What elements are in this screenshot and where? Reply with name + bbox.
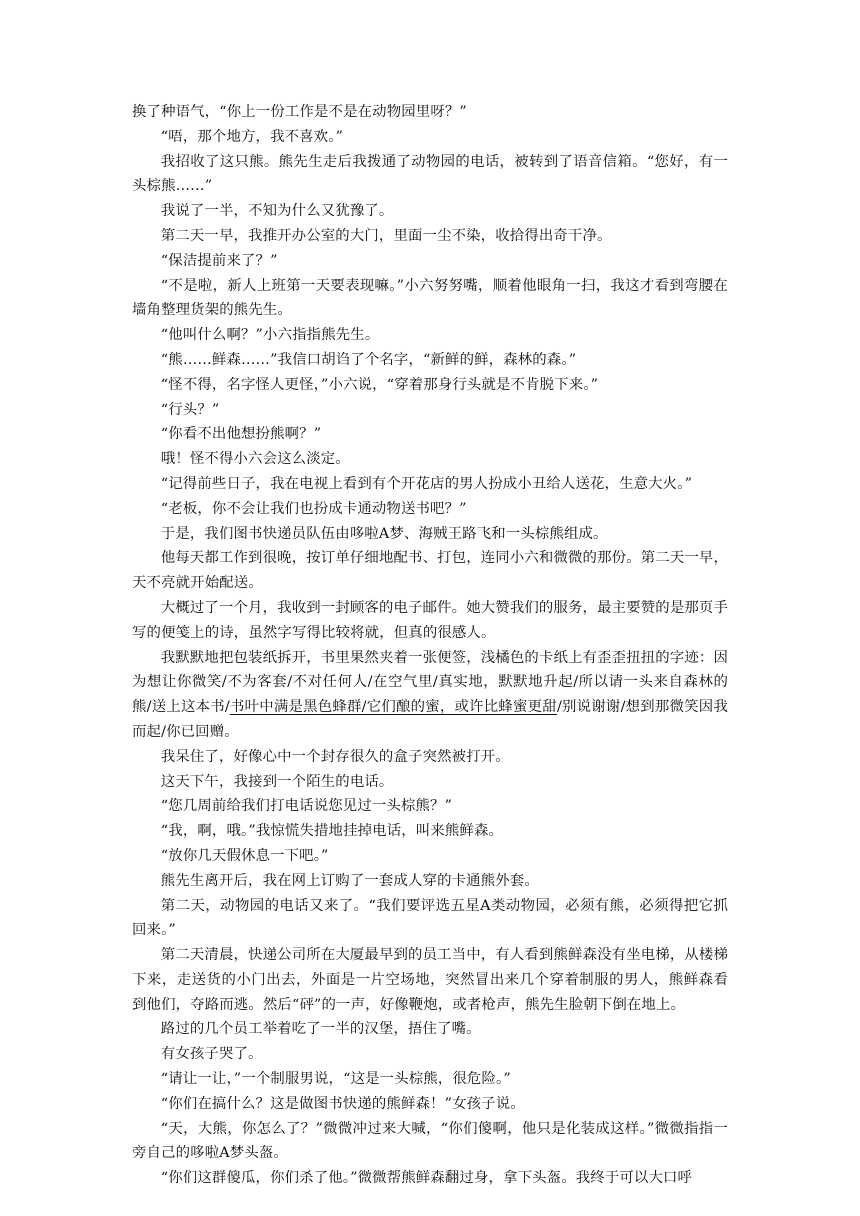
paragraph: 路过的几个员工举着吃了一半的汉堡，捂住了嘴。 — [160, 1021, 481, 1038]
paragraph: 哦！怪不得小六会这么淡定。 — [160, 451, 350, 468]
paragraph: 第二天，动物园的电话又来了。“我们要评选五星A类动物园，必须有熊，必须得把它抓回来。” — [132, 897, 728, 939]
paragraph: “老板，你不会让我们也扮成卡通动物送书吧？” — [160, 500, 467, 517]
paragraph: 我呆住了，好像心中一个封存很久的盒子突然被打开。 — [160, 748, 510, 765]
paragraph: 换了种语气，“你上一份工作是不是在动物园里呀？” — [132, 104, 467, 120]
paragraph: “记得前些日子，我在电视上看到有个开花店的男人扮成小丑给人送花，生意大火。” — [160, 475, 693, 492]
paragraph: “唔，那个地方，我不喜欢。” — [160, 128, 344, 145]
paragraph: “保洁提前来了？” — [160, 252, 278, 269]
paragraph: 我招收了这只熊。熊先生走后我拨通了动物园的电话，被转到了语音信箱。“您好，有一头棕熊……” — [132, 153, 728, 195]
underlined-text: 书叶中满是黑色蜂群/它们酿的蜜，或许比蜂蜜更甜 — [229, 699, 557, 716]
paragraph: 这天下午，我接到一个陌生的电话。 — [160, 773, 394, 790]
paragraph: “放你几天假休息一下吧。” — [160, 847, 329, 864]
paragraph: “行头？” — [160, 401, 220, 418]
paragraph: 他每天都工作到很晚，按订单仔细地配书、打包，连同小六和微微的那份。第二天一早，天不亮就开始配送。 — [132, 550, 728, 592]
story-text — [132, 100, 728, 1191]
paragraph: 有女孩子哭了。 — [160, 1046, 263, 1063]
paragraph: 第二天一早，我推开办公室的大门，里面一尘不染，收拾得出奇干净。 — [160, 227, 612, 244]
paragraph: 熊先生离开后，我在网上订购了一套成人穿的卡通熊外套。 — [160, 872, 539, 889]
paragraph: “你们在搞什么？这是做图书快递的熊鲜森！”女孩子说。 — [160, 1095, 525, 1112]
paragraph: 第二天清晨，快递公司所在大厦最早到的员工当中，有人看到熊鲜森没有坐电梯，从楼梯下来，走送货的小门出去，外面是一片空场地，突然冒出来几个穿着制服的男人，熊鲜森看到他们，夺路而逃。然后“砰”的一声，好像鞭炮，或者枪声，熊先生脸朝下倒在地上。 — [132, 947, 728, 1013]
paragraph: “请让一让，”一个制服男说，“这是一头棕熊，很危险。” — [160, 1071, 511, 1088]
paragraph-text: /别说谢谢/想到那微笑因我而起/你已回赠。 — [132, 699, 728, 740]
paragraph-text: 我默默地把包装纸拆开，书里果然夹着一张便签，浅橘色的卡纸上有歪歪扭扭的字迹：因为想让你微笑/不为客套/不对任何人/在空气里/真实地，默默地升起/所以请一头来自森林的熊/送上这本书/ — [132, 649, 728, 716]
paragraph: “天，大熊，你怎么了？”微微冲过来大喊，“你们傻啊，他只是化装成这样。”微微指指一旁自己的哆啦A梦头盔。 — [132, 1120, 728, 1162]
paragraph: 我说了一半，不知为什么又犹豫了。 — [160, 203, 394, 220]
paragraph: “熊……鲜森……”我信口胡诌了个名字，“新鲜的鲜，森林的森。” — [160, 351, 577, 368]
paragraph: “不是啦，新人上班第一天要表现嘛。”小六努努嘴，顺着他眼角一扫，我这才看到弯腰在墙角整理货架的熊先生。 — [132, 277, 728, 319]
paragraph: “你看不出他想扮熊啊？” — [160, 426, 322, 443]
paragraph: “您几周前给我们打电话说您见过一头棕熊？” — [160, 798, 453, 815]
paragraph: “怪不得，名字怪人更怪，”小六说，“穿着那身行头就是不肯脱下来。” — [160, 376, 599, 393]
paragraph: 大概过了一个月，我收到一封顾客的电子邮件。她大赞我们的服务，最主要赞的是那页手写的便笺上的诗，虽然字写得比较将就，但真的很感人。 — [132, 599, 728, 641]
paragraph: 于是，我们图书快递员队伍由哆啦A梦、海贼王路飞和一头棕熊组成。 — [160, 525, 608, 542]
paragraph: “你们这群傻瓜，你们杀了他。”微微帮熊鲜森翻过身，拿下头盔。我终于可以大口呼 — [160, 1170, 693, 1187]
paragraph-with-underlined-poem — [132, 646, 728, 745]
paragraph: “我，啊，哦。”我惊慌失措地挂掉电话，叫来熊鲜森。 — [160, 823, 504, 840]
paragraph: “他叫什么啊？”小六指指熊先生。 — [160, 327, 380, 344]
